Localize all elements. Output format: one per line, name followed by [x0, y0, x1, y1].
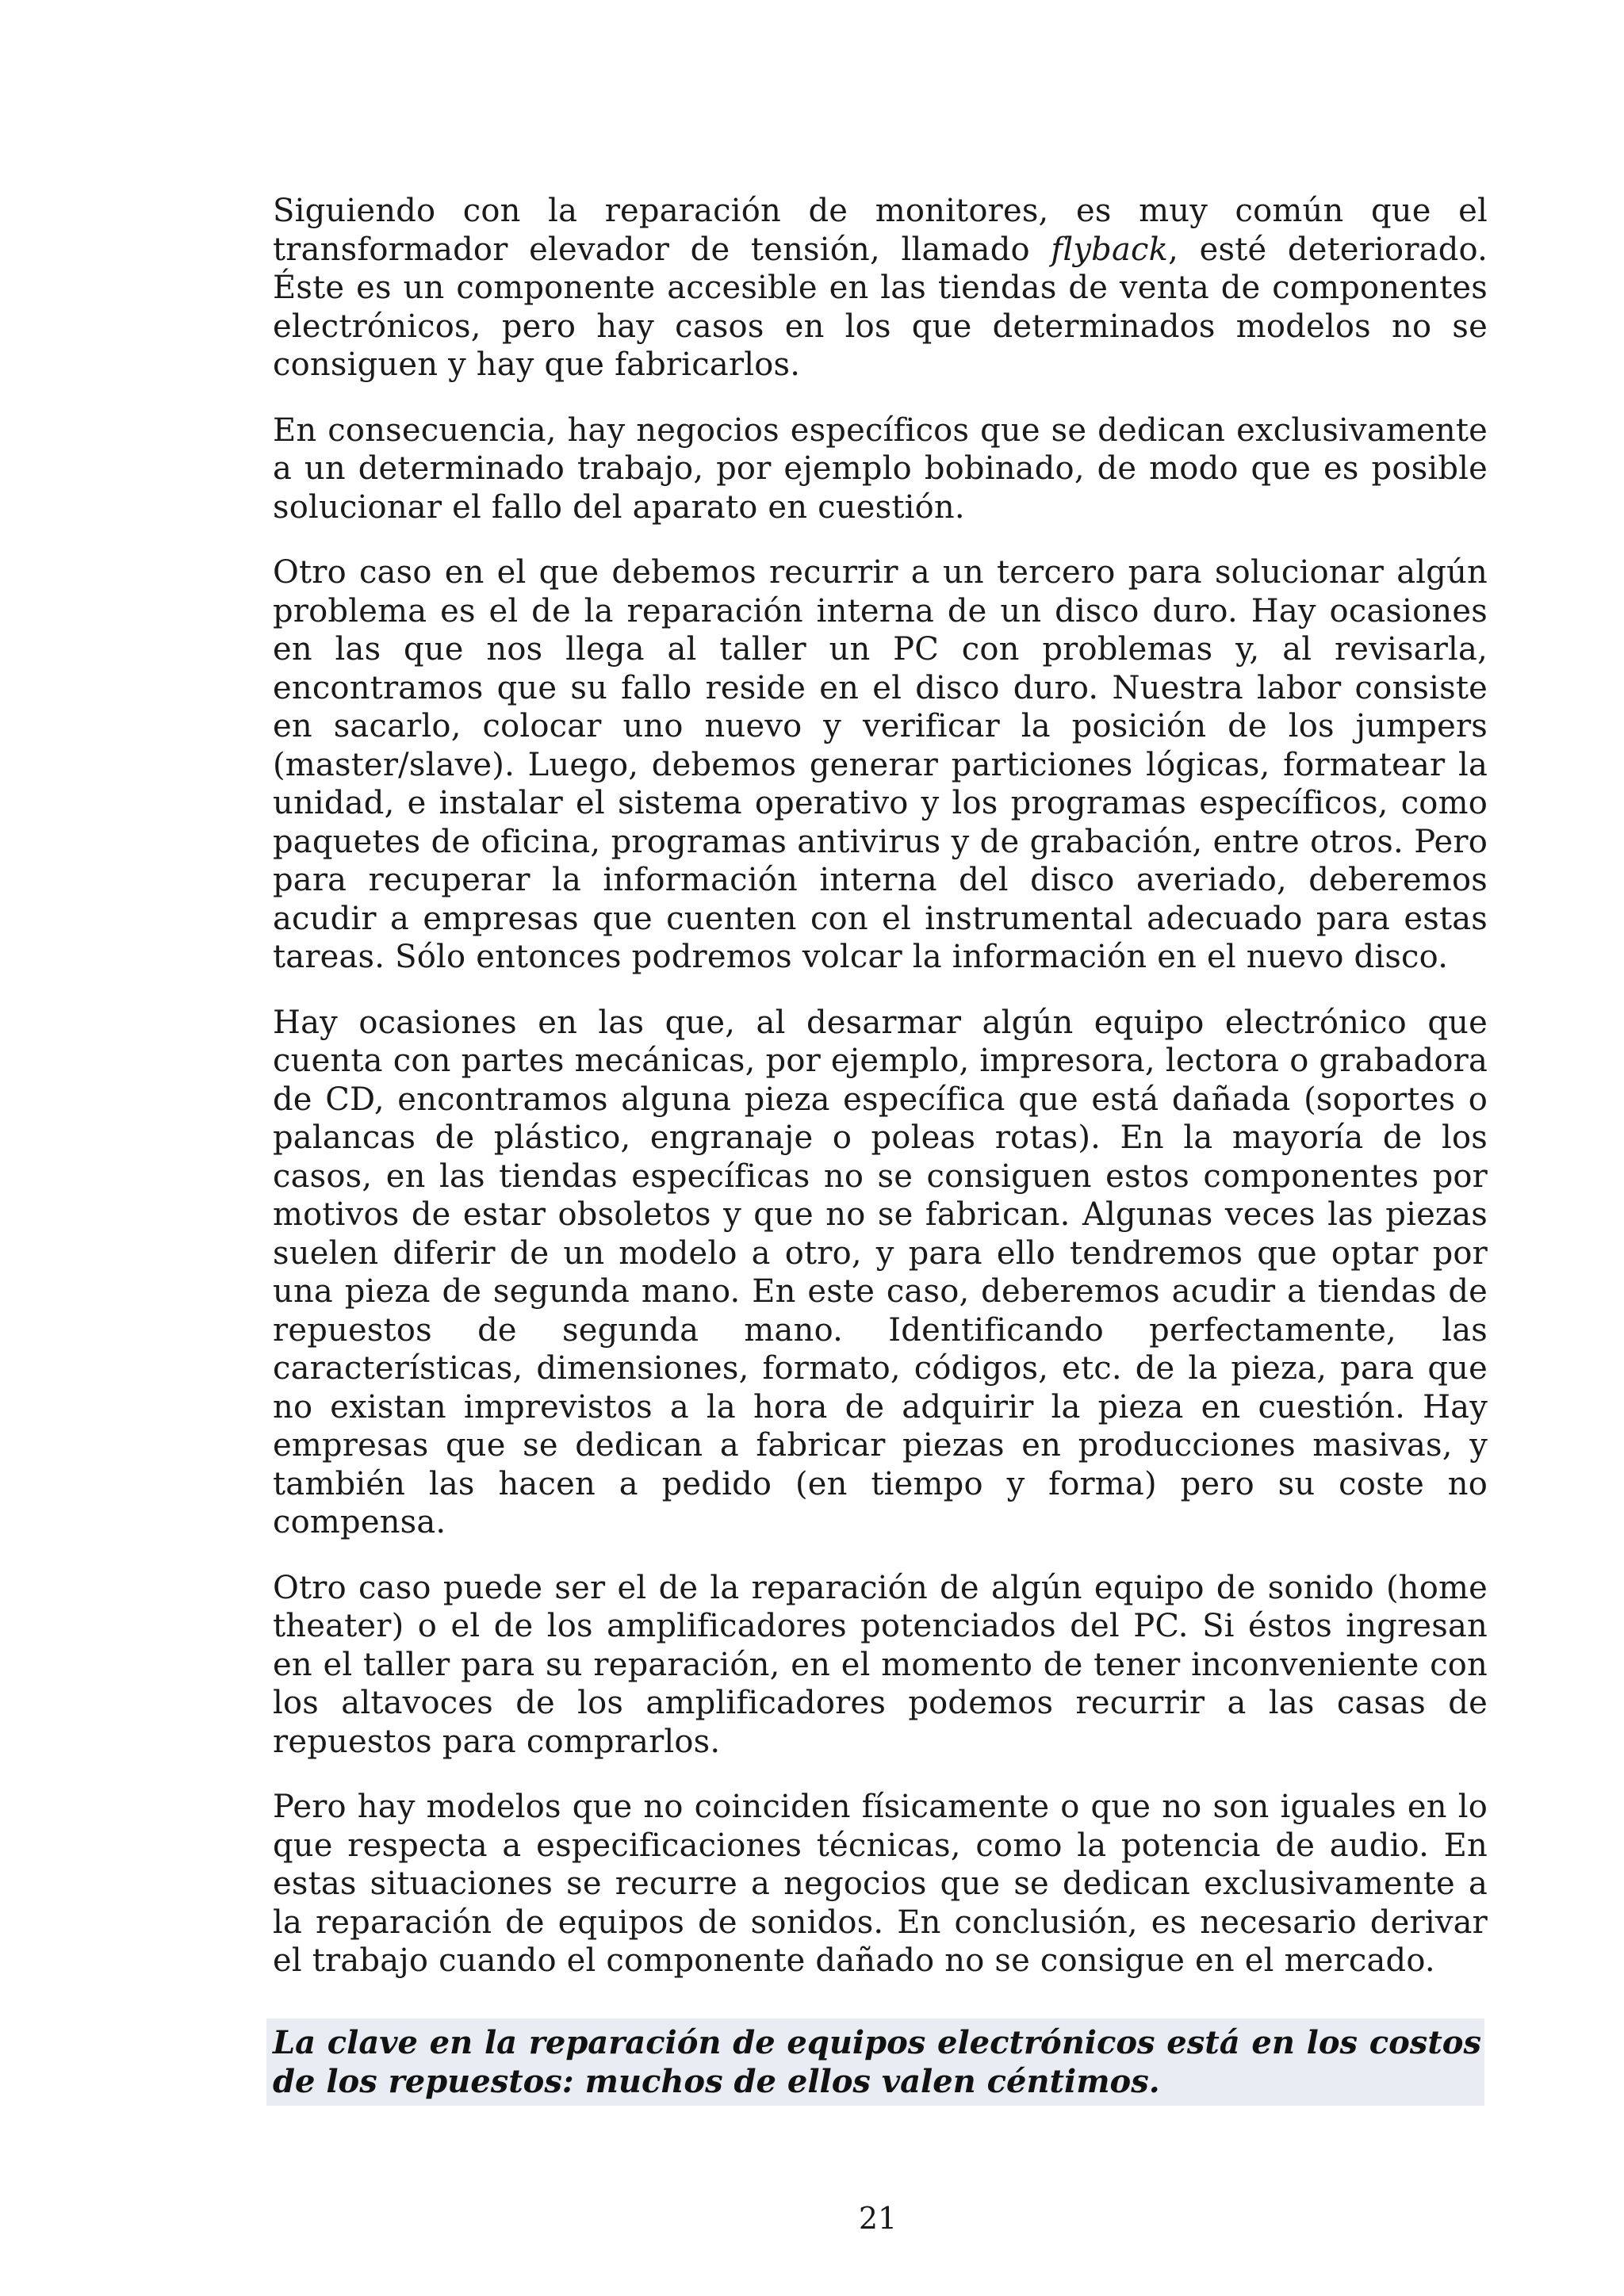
page-number: 21	[858, 2201, 898, 2236]
flyback-term: flyback	[1051, 231, 1169, 268]
callout-text: La clave en la reparación de equipos electrónicos está en los costos de los repuestos: muchos de ellos valen céntimos.	[273, 2024, 1481, 2100]
paragraph-flyback	[273, 192, 1488, 385]
paragraph-flyback-start: Siguiendo con la reparación de monitores, es muy común que el transformador elevador de tensión, llamado	[273, 193, 1488, 268]
body-text	[273, 192, 1488, 2007]
callout-box	[266, 2019, 1484, 2106]
paragraph-disco-duro: Otro caso en el que debemos recurrir a un tercero para solucionar algún problema es el de la reparación interna de un disco duro. Hay ocasiones en las que nos llega al taller un PC con problemas y, al revisarla, encontramos que su fallo reside en el disco duro. Nuestra labor consiste en sacarlo, colocar uno nuevo y verificar la posición de los jumpers (master/slave). Luego, debemos generar particiones lógicas, formatear la unidad, e instalar el sistema operativo y los programas específicos, como paquetes de oficina, programas antivirus y de grabación, entre otros. Pero para recuperar la información interna del disco averiado, deberemos acudir a empresas que cuenten con el instrumental adecuado para estas tareas. Sólo entonces podremos volcar la información en el nuevo disco.	[273, 554, 1488, 975]
paragraph-equipo-sonido: Otro caso puede ser el de la reparación de algún equipo de sonido (home theater) o el de los amplificadores potenciados del PC. Si éstos ingresan en el taller para su reparación, en el momento de tener inconveniente con los altavoces de los amplificadores podemos recurrir a las casas de repuestos para comprarlos.	[273, 1569, 1488, 1760]
paragraph-negocios: En consecuencia, hay negocios específicos que se dedican exclusivamente a un determinado trabajo, por ejemplo bobinado, de modo que es posible solucionar el fallo del aparato en cuestión.	[273, 411, 1488, 526]
paragraph-flyback-end: , esté deteriorado. Éste es un componente accesible en las tiendas de venta de componentes electrónicos, pero hay casos en los que determinados modelos no se consiguen y hay que fabricarlos.	[273, 231, 1488, 383]
paragraph-conclusion: Pero hay modelos que no coinciden físicamente o que no son iguales en lo que respecta a especificaciones técnicas, como la potencia de audio. En estas situaciones se recurre a negocios que se dedican exclusivamente a la reparación de equipos de sonidos. En conclusión, es necesario derivar el trabajo cuando el componente dañado no se consigue en el mercado.	[273, 1789, 1488, 1979]
paragraph-piezas-mecanicas: Hay ocasiones en las que, al desarmar algún equipo electrónico que cuenta con partes mecánicas, por ejemplo, impresora, lectora o grabadora de CD, encontramos alguna pieza específica que está dañada (soportes o palancas de plástico, engranaje o poleas rotas). En la mayoría de los casos, en las tiendas específicas no se consiguen estos componentes por motivos de estar obsoletos y que no se fabrican. Algunas veces las piezas suelen diferir de un modelo a otro, y para ello tendremos que optar por una pieza de segunda mano. En este caso, deberemos acudir a tiendas de repuestos de segunda mano. Identificando perfectamente, las características, dimensiones, formato, códigos, etc. de la pieza, para que no existan imprevistos a la hora de adquirir la pieza en cuestión. Hay empresas que se dedican a fabricar piezas en producciones masivas, y también las hacen a pedido (en tiempo y forma) pero su coste no compensa.	[273, 1004, 1488, 1540]
